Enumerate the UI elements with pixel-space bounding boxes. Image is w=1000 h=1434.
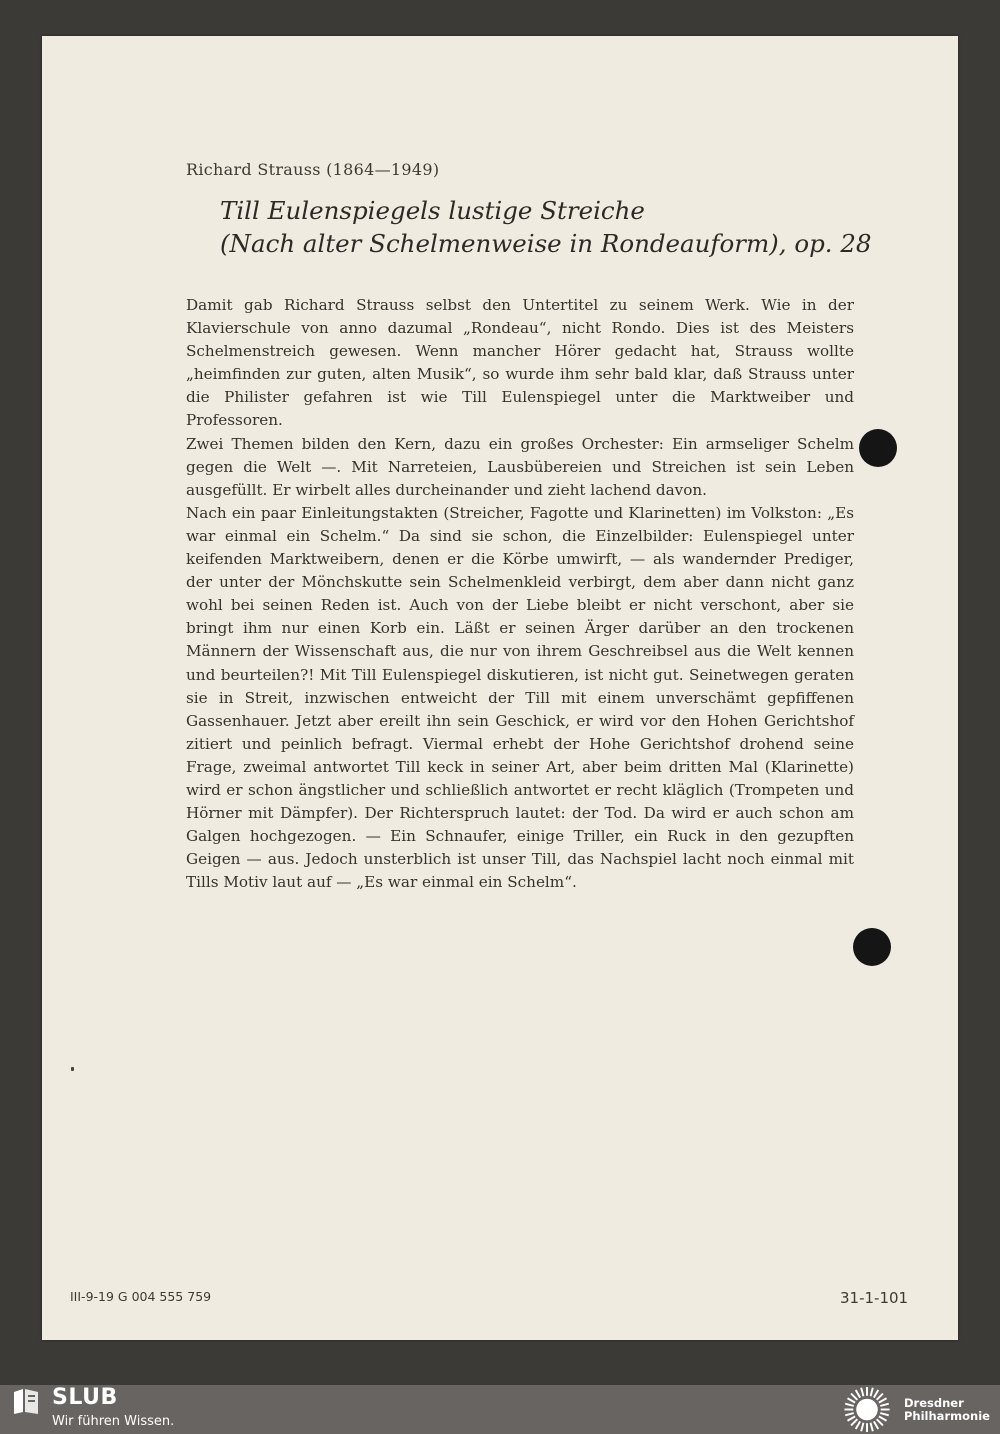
logo-ray bbox=[879, 1416, 887, 1420]
logo-ray bbox=[845, 1404, 854, 1406]
catalog-number: III-9-19 G 004 555 759 bbox=[70, 1289, 212, 1304]
logo-ray bbox=[851, 1394, 857, 1400]
logo-ray bbox=[861, 1388, 863, 1397]
philharmonie-logo-icon[interactable] bbox=[842, 1385, 892, 1434]
page-reference: 31-1-101 bbox=[840, 1289, 909, 1307]
logo-ray bbox=[877, 1394, 883, 1400]
logo-ray bbox=[856, 1390, 860, 1398]
logo-ray bbox=[871, 1388, 873, 1397]
logo-ray bbox=[879, 1398, 887, 1402]
philharmonie-line-1: Dresdner bbox=[904, 1396, 964, 1410]
logo-ray bbox=[847, 1416, 855, 1420]
paragraph-2: Zwei Themen bilden den Kern, dazu ein großes Orchester: Ein armseliger Schelm gegen die Welt —. Mit Narreteien, Lausbübereien und Streichen ist sein Leben ausgefüllt. Er wirbelt alles durcheinander und zieht lachend davon. bbox=[186, 434, 854, 499]
ink-speck bbox=[71, 1067, 74, 1071]
logo-ray bbox=[847, 1398, 855, 1402]
work-title bbox=[220, 194, 920, 260]
philharmonie-name[interactable] bbox=[904, 1397, 990, 1423]
logo-ray bbox=[861, 1423, 863, 1432]
logo-ray bbox=[874, 1421, 878, 1429]
logo-ray bbox=[845, 1413, 854, 1415]
logo-ray bbox=[880, 1413, 889, 1415]
body-text bbox=[186, 294, 854, 894]
logo-ray bbox=[856, 1421, 860, 1429]
punch-hole bbox=[859, 429, 897, 467]
title-line-2: (Nach alter Schelmenweise in Rondeauform), op. 28 bbox=[220, 229, 872, 258]
philharmonie-line-2: Philharmonie bbox=[904, 1409, 990, 1423]
slub-slogan: Wir führen Wissen. bbox=[52, 1414, 175, 1429]
title-line-1: Till Eulenspiegels lustige Streiche bbox=[220, 196, 645, 225]
author-line: Richard Strauss (1864—1949) bbox=[186, 160, 440, 179]
paragraph-1: Damit gab Richard Strauss selbst den Untertitel zu seinem Werk. Wie in der Klavierschule von anno dazumal „Rondeau“, nicht Rondo. Dies ist des Meisters Schelmenstreich gewesen. Wenn mancher Hörer gedacht hat, Strauss wollte „heimfinden zur guten, alten Musik“, so wurde ihm sehr bald klar, daß Strauss unter die Philister gefahren ist wie Till Eulenspiegel unter die Marktweiber und Professoren. bbox=[186, 296, 854, 430]
logo-ray bbox=[877, 1419, 883, 1425]
slub-name[interactable]: SLUB bbox=[52, 1385, 118, 1410]
slub-logo-icon[interactable] bbox=[12, 1388, 40, 1415]
paragraph-3: Nach ein paar Einleitungstakten (Streicher, Fagotte und Klarinetten) im Volkston: „Es war einmal ein Schelm.“ Da sind sie schon, die Einzelbilder: Eulenspiegel unter keifenden Marktweibern, denen er die Körbe umwirft, — als wandernder Prediger, der unter der Mönchskutte sein Schelmenkleid verbirgt, dem aber dann nicht ganz wohl bei seinen Reden ist. Auch von der Liebe bleibt er nicht verschont, aber sie bringt ihm nur einen Korb ein. Läßt er seinen Ärger darüber an den trockenen Männern der Wissenschaft aus, die nur von ihrem Geschreibsel aus die Welt kennen und beurteilen?! Mit Till Eulenspiegel diskutieren, ist nicht gut. Seinetwegen geraten sie in Streit, inzwischen entweicht der Till mit einem unverschämt gepfiffenen Gassenhauer. Jetzt aber ereilt ihn sein Geschick, er wird vor den Hohen Gerichtshof zitiert und peinlich befragt. Viermal erhebt der Hohe Gerichtshof drohend seine Frage, zweimal antwortet Till keck in seiner Art, aber beim dritten Mal (Klarinette) wird er schon ängstlicher und schließlich antwortet er recht kläglich (Trompeten und Hörner mit Dämpfer). Der Richterspruch lautet: der Tod. Da wird er auch schon am Galgen hochgezogen. — Ein Schnaufer, einige Triller, ein Ruck in den gezupften Geigen — aus. Jedoch unsterblich ist unser Till, das Nachspiel lacht noch einmal mit Tills Motiv laut auf — „Es war einmal ein Schelm“. bbox=[186, 503, 854, 892]
punch-hole bbox=[853, 928, 891, 966]
logo-ray bbox=[874, 1390, 878, 1398]
logo-ray bbox=[871, 1423, 873, 1432]
logo-ray bbox=[851, 1419, 857, 1425]
logo-ray bbox=[880, 1404, 889, 1406]
